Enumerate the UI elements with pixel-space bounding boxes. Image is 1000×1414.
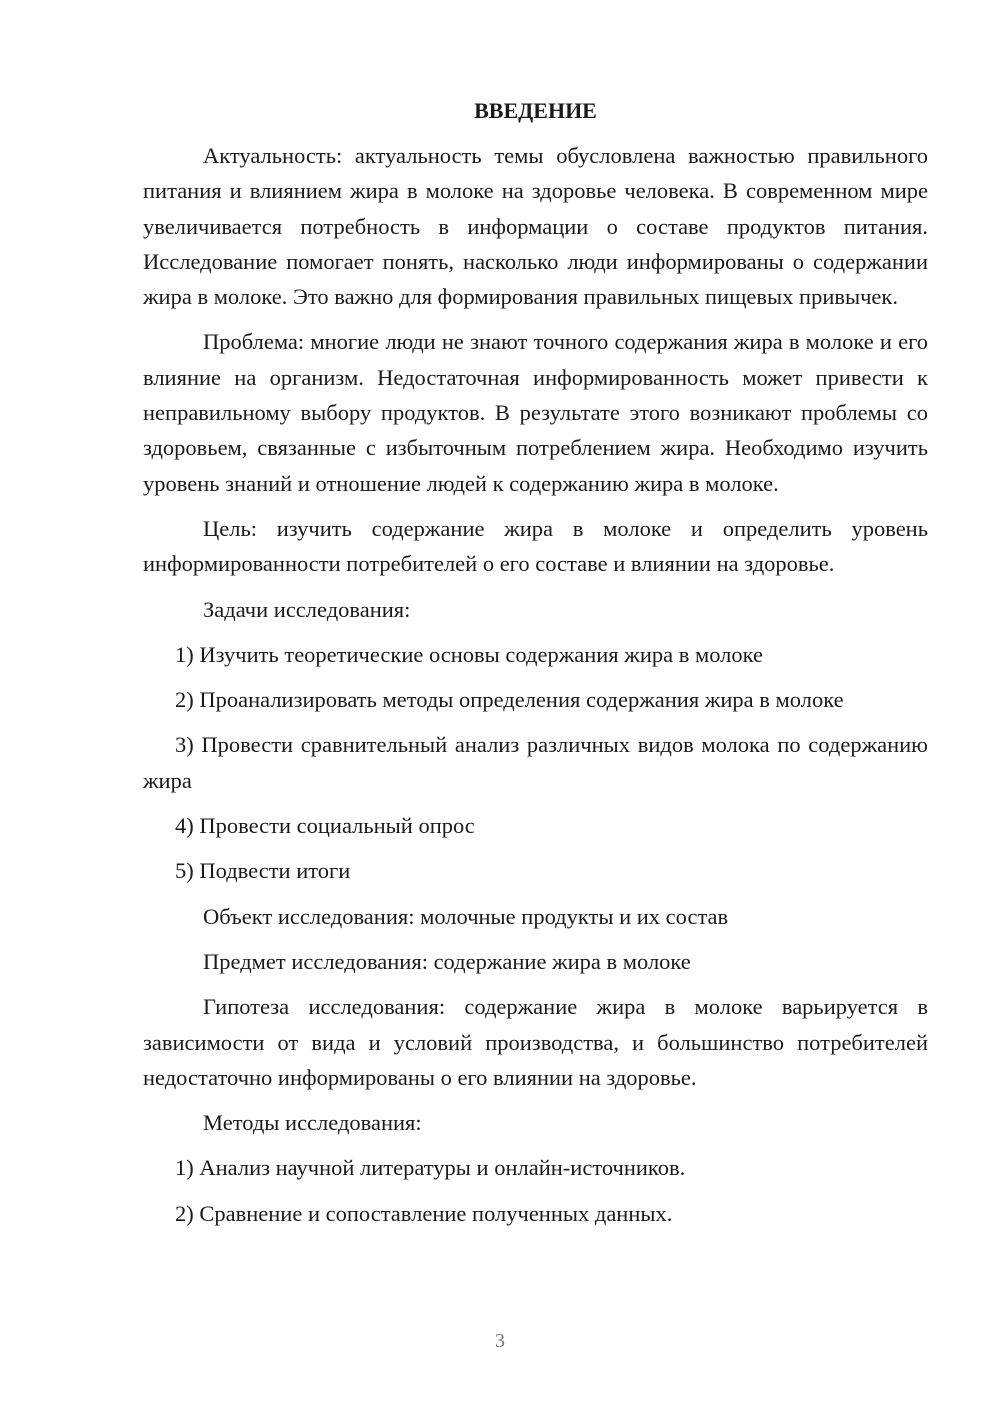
page-number: 3	[495, 1330, 505, 1352]
method-item: 2) Сравнение и сопоставление полученных данных.	[175, 1200, 673, 1226]
task-item: 4) Провести социальный опрос	[175, 813, 475, 839]
task-item: 3) Провести сравнительный анализ различных видов молока по содержанию жира	[143, 732, 928, 793]
task-item: 2) Проанализировать методы определения содержания жира в молоке	[175, 687, 844, 713]
task-item: 5) Подвести итоги	[175, 858, 351, 884]
methods-heading: Методы исследования:	[203, 1110, 422, 1136]
problem-paragraph: Проблема: многие люди не знают точного содержания жира в молоке и его влияние на организм. Недостаточная информированность может привести к неправильному выбору продуктов. В результате этого возникают проблемы со здоровьем, связанные с избыточным потреблением жира. Необходимо изучить уровень знаний и отношение людей к содержанию жира в молоке.	[143, 329, 928, 496]
method-item: 1) Анализ научной литературы и онлайн-источников.	[175, 1155, 686, 1181]
goal-paragraph: Цель: изучить содержание жира в молоке и определить уровень информированности потребителей о его составе и влиянии на здоровье.	[143, 515, 928, 577]
research-object: Объект исследования: молочные продукты и их состав	[203, 903, 729, 929]
document-title: ВВЕДЕНИЕ	[474, 98, 597, 123]
task-item: 1) Изучить теоретические основы содержания жира в молоке	[175, 641, 764, 667]
research-subject: Предмет исследования: содержание жира в молоке	[203, 948, 691, 974]
hypothesis-paragraph: Гипотеза исследования: содержание жира в молоке варьируется в зависимости от вида и условий производства, и большинство потребителей недостаточно информированы о его влиянии на здоровье.	[143, 994, 928, 1090]
tasks-heading: Задачи исследования:	[203, 596, 411, 622]
document-page	[143, 93, 928, 1231]
relevance-paragraph: Актуальность: актуальность темы обусловлена важностью правильного питания и влиянием жира в молоке на здоровье человека. В современном мире увеличивается потребность в информации о составе продуктов питания. Исследование помогает понять, насколько люди информированы о содержании жира в молоке. Это важно для формирования правильных пищевых привычек.	[143, 143, 928, 310]
